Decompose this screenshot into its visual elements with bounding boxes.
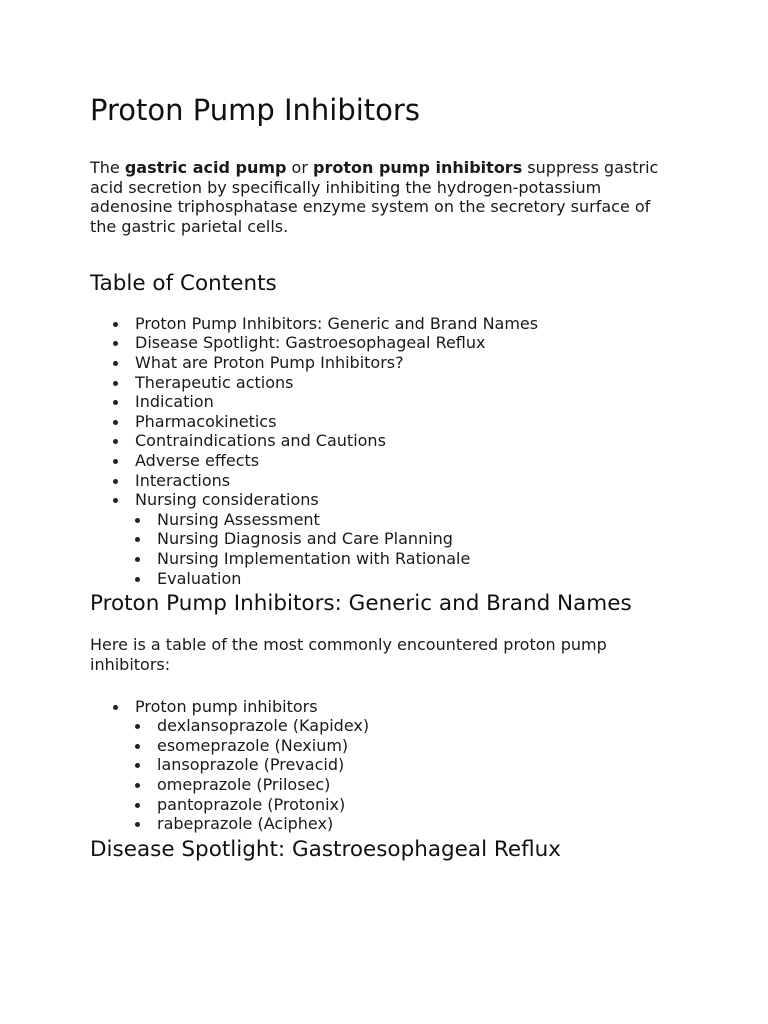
bullet-icon — [113, 420, 118, 425]
bullet-icon — [113, 400, 118, 405]
toc-item-label: Adverse effects — [135, 450, 260, 470]
toc-item-label: Indication — [135, 392, 214, 412]
drug-label: esomeprazole (Nexium) — [157, 735, 349, 755]
bullet-icon — [135, 724, 140, 729]
toc-item-label: Pharmacokinetics — [135, 411, 277, 431]
drug-item — [135, 736, 678, 756]
drug-group-label: Proton pump inhibitors — [135, 696, 318, 716]
bullet-icon — [113, 361, 118, 366]
toc-item-label: Disease Spotlight: Gastroesophageal Reflux — [135, 333, 486, 353]
bullet-icon — [113, 322, 118, 327]
bullet-icon — [113, 381, 118, 386]
intro-text-2: or — [286, 158, 313, 177]
drug-label: pantoprazole (Protonix) — [157, 794, 346, 814]
drug-label: lansoprazole (Prevacid) — [157, 755, 345, 775]
toc-subitem[interactable] — [135, 529, 678, 549]
toc-item-label: What are Proton Pump Inhibitors? — [135, 353, 404, 372]
bullet-icon — [135, 518, 140, 523]
toc-list — [90, 314, 678, 588]
toc-item[interactable] — [90, 412, 678, 432]
toc-item-label: Nursing considerations — [135, 490, 319, 510]
drug-item — [135, 755, 678, 775]
intro-text-3: suppress gastric acid secretion by specifically inhibiting the hydrogen-potassium adenosine triphosphatase enzyme system on the secretory surface of the gastric parietal cells. — [90, 158, 659, 237]
toc-item-label: Contraindications and Cautions — [135, 431, 386, 451]
toc-item[interactable] — [90, 353, 678, 373]
toc-item[interactable] — [90, 333, 678, 353]
bullet-icon — [113, 439, 118, 444]
drug-list — [90, 697, 678, 834]
intro-bold-gastric-acid-pump: gastric acid pump — [124, 158, 287, 177]
toc-subitem[interactable] — [135, 549, 678, 569]
drug-item — [135, 716, 678, 736]
toc-item[interactable] — [90, 451, 678, 471]
bullet-icon — [113, 459, 118, 464]
bullet-icon — [135, 763, 140, 768]
bullet-icon — [135, 557, 140, 562]
drug-item — [135, 775, 678, 795]
bullet-icon — [135, 577, 140, 582]
bullet-icon — [113, 479, 118, 484]
section-heading-generic-brand-names: Proton Pump Inhibitors: Generic and Brand Names — [90, 591, 632, 617]
toc-subitem-label: Nursing Implementation with Rationale — [157, 548, 471, 568]
toc-item[interactable] — [90, 314, 678, 334]
page-title: Proton Pump Inhibitors — [90, 93, 420, 127]
toc-item[interactable] — [90, 431, 678, 451]
drug-label: rabeprazole (Aciphex) — [157, 814, 334, 834]
bullet-icon — [135, 537, 140, 542]
bullet-icon — [135, 783, 140, 788]
drug-sublist — [135, 716, 678, 834]
toc-item-label: Interactions — [135, 470, 231, 490]
toc-item[interactable] — [90, 373, 678, 393]
section-intro-paragraph: Here is a table of the most commonly encountered proton pump inhibitors: — [90, 635, 607, 674]
drug-item — [135, 795, 678, 815]
section-heading-disease-spotlight: Disease Spotlight: Gastroesophageal Reflux — [90, 836, 561, 862]
intro-text-1: The — [90, 158, 125, 177]
bullet-icon — [135, 744, 140, 749]
toc-heading: Table of Contents — [90, 270, 277, 296]
drug-group-item — [90, 697, 678, 834]
drug-label: dexlansoprazole (Kapidex) — [157, 716, 370, 736]
toc-sublist — [135, 510, 678, 588]
toc-item[interactable] — [90, 490, 678, 588]
toc-item-label: Therapeutic actions — [135, 372, 294, 392]
bullet-icon — [113, 341, 118, 346]
toc-item[interactable] — [90, 471, 678, 491]
toc-subitem-label: Evaluation — [157, 568, 242, 588]
bullet-icon — [135, 803, 140, 808]
toc-item-label: Proton Pump Inhibitors: Generic and Brand Names — [135, 313, 539, 333]
bullet-icon — [113, 705, 118, 710]
intro-bold-proton-pump-inhibitors: proton pump inhibitors — [313, 158, 523, 177]
bullet-icon — [135, 822, 140, 827]
drug-label: omeprazole (Prilosec) — [157, 774, 331, 794]
bullet-icon — [113, 498, 118, 503]
toc-subitem[interactable] — [135, 569, 678, 589]
intro-paragraph — [90, 158, 678, 237]
toc-subitem-label: Nursing Diagnosis and Care Planning — [157, 529, 453, 549]
drug-item — [135, 814, 678, 834]
toc-item[interactable] — [90, 392, 678, 412]
toc-subitem-label: Nursing Assessment — [157, 509, 320, 529]
toc-subitem[interactable] — [135, 510, 678, 530]
